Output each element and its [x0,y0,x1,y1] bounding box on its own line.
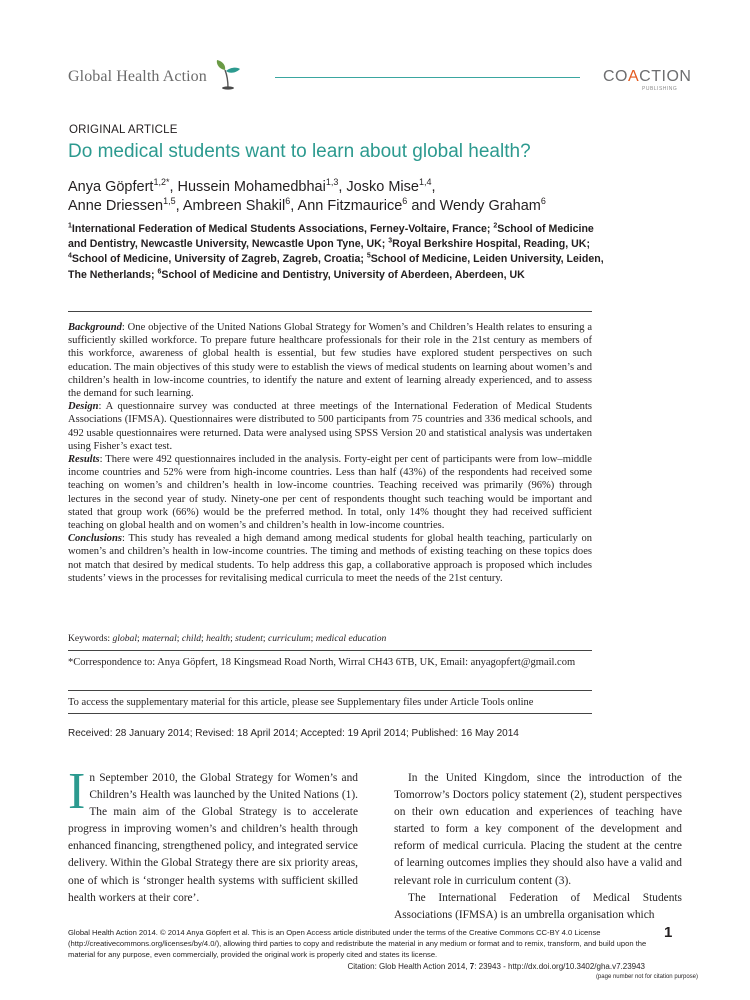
citation: Citation: Glob Health Action 2014, 7: 23943 - http://dx.doi.org/10.3402/gha.v7.23943 [347,962,645,971]
author-name: Ann Fitzmaurice [297,198,403,214]
design-label: Design [68,401,99,413]
keyword: maternal [142,633,177,644]
author-name: Josko Mise [346,179,419,195]
body-paragraph: The International Federation of Medical Students Associations (IFMSA) is an umbrella organisation which [394,891,682,921]
affiliation-marker: 3 [388,237,393,245]
author-affiliation-marker: 1,4 [418,177,432,188]
article-history: Received: 28 January 2014; Revised: 18 April 2014; Accepted: 19 April 2014; Published: 16 May 2014 [68,728,519,739]
body-paragraph: In the United Kingdom, since the introduction of the Tomorrow’s Doctors policy statement (2), student perspectives on their own education and experiences of teaching have started to form a key component of the development and reform of medical curricula. Placing the student at the centre of learning outcomes implies they should also have a valid and relevant role in curriculum content (3). [394,772,682,887]
correspondence-rule [68,650,592,651]
intro-paragraph: n September 2010, the Global Strategy for Women’s and Children’s Health was launched by the United Nations (1). The main aim of the Global Strategy is to accelerate progress in improving women’s and children’s health through enhanced financing, strengthened policy, and integrated service delivery. Within the Global Strategy there are six priority areas, one of which is ‘stronger health systems with sufficient skilled health workers at their core’. [68,772,358,904]
article-type: ORIGINAL ARTICLE [69,124,178,136]
abstract-top-rule [68,311,592,312]
author-affiliation-marker: 1,5 [163,196,176,207]
abstract [68,321,592,585]
affiliation-text: International Federation of Medical Students Associations, Ferney-Voltaire, France; [71,223,494,235]
citation-note: (page number not for citation purpose) [595,974,698,980]
author-affiliation-marker: 6 [285,196,291,207]
drop-cap: I [68,763,86,820]
author-affiliation-marker: 1,2* [153,177,170,188]
body-column-left [68,763,358,907]
author-name: Anne Driessen [68,198,164,214]
correspondence: *Correspondence to: Anya Göpfert, 18 Kingsmead Road North, Wirral CH43 6TB, UK, Email: anyagopfert@gmail.com [68,657,576,668]
keywords: Keywords: global; maternal; child; health; student; curriculum; medical education [68,633,387,644]
article-title: Do medical students want to learn about global health? [68,141,531,162]
results-text: : There were 492 questionnaires included in the analysis. Forty-eight per cent of participants were from low–middle income countries and 52% were from high-income countries. Less than half (43%) of the respondents had received some teaching on women’s and children’s health in low-income countries. Teaching received was primarily (96%) through lectures in the second year of study. Ninety-one per cent of respondents thought such teaching would be important and stated that group work (66%) would be the preferred method. In total, only 14% thought they had received sufficient teaching on global health and on women’s and children’s health in low-income countries. [68,454,592,532]
supplementary-note: To access the supplementary material for this article, please see Supplementary files under Article Tools online [68,697,534,708]
background-text: : One objective of the United Nations Global Strategy for Women’s and Children’s Health relates to ensuring a sufficiently skilled workforce. To prepare future healthcare professionals for their role in the 21st century as members of this workforce, awareness of global health is essential, but few studies have explored student perspectives on such education. The main objectives of this study were to establish the views of medical students on learning about women’s and children’s health in low-income countries, to identify the nature and extent of learning already experienced, and to assess the demand for such learning. [68,322,592,400]
author-name: Anya Göpfert [68,179,154,195]
author-affiliation-marker: 1,3 [325,177,339,188]
affiliation-marker: 4 [68,252,72,260]
publisher-subtitle: PUBLISHING [642,86,678,92]
page-number: 1 [664,924,673,941]
author-affiliation-marker: 6 [402,196,408,207]
affiliation-text: School of Medicine, Leiden University, Leiden, The Netherlands; [68,253,604,281]
leaf-sprout-icon [215,58,241,90]
journal-logo: Global Health Action [68,68,207,85]
author-name: Hussein Mohamedbhai [177,179,326,195]
affiliation-marker: 1 [68,222,72,230]
body-column-right [394,770,682,924]
affiliation-marker: 2 [493,222,498,230]
affiliation-text: School of Medicine and Dentistry, University of Aberdeen, Aberdeen, UK [161,268,525,281]
keyword: child [181,633,202,644]
supplementary-bottom-rule [68,713,592,714]
keyword: global [112,633,138,644]
keyword: curriculum [267,633,311,644]
results-label: Results [68,454,100,466]
keyword: medical education [315,633,387,644]
affiliation-text: School of Medicine and Dentistry, Newcastle University, Newcastle Upon Tyne, UK; [68,223,594,251]
conclusions-label: Conclusions [68,533,122,545]
author-name: Wendy Graham [439,198,541,214]
affiliation-text: Royal Berkshire Hospital, Reading, UK; [392,238,590,251]
design-text: : A questionnaire survey was conducted at three meetings of the International Federation of Medical Students Associations (IFMSA). Questionnaires were distributed to 500 participants from 75 countries and 336 medical schools, and 492 usable questionnaires were returned. Data were analysed using SPSS Version 20 and statistical analysis was undertaken using Fisher’s exact test. [68,401,592,452]
conclusions-text: : This study has revealed a high demand among medical students for global health teaching, particularly on women’s and children’s health in low-income countries. The timing and methods of existing teaching on these topics does not match that desired by medical students. To help address this gap, a collaborative approach is proposed which includes students’ views in the processes for revitalising medical curricula to meet the needs of the 21st century. [68,533,592,584]
publisher-logo: COACTION [603,68,692,85]
author-affiliation-marker: 6 [540,196,546,207]
keyword: health [206,633,231,644]
affiliation-marker: 6 [157,268,162,276]
author-name: Ambreen Shakil [182,198,286,214]
author-list: Anya Göpfert$^{1,2*}$, Hussein Mohamedbhai$^{1,3}$, Josko Mise$^{1,4}$, Anne Driessen$^{1,5}$, Ambreen Shakil$^6$, Ann Fitzmaurice$^6$ and Wendy Graham$^6$ [68,177,546,214]
background-label: Background [68,322,122,333]
license-text: Global Health Action 2014. © 2014 Anya Göpfert et al. This is an Open Access article distributed under the terms of the Creative Commons CC-BY 4.0 License (http://creativecommons.org/licenses/by/4.0/), allowing third parties to copy and redistribute the material in any medium or format and to remix, transform, and build upon the material for any purpose, even commercially, provided the original work is properly cited and states its license. [68,928,647,959]
keyword: student [235,633,263,644]
affiliation-text: School of Medicine, University of Zagreb, Zagreb, Croatia; [71,253,367,266]
header-rule [275,77,580,78]
keywords-label: Keywords: [68,633,113,644]
supplementary-top-rule [68,690,592,691]
affiliation-marker: 5 [366,252,371,260]
affiliations [68,222,606,283]
